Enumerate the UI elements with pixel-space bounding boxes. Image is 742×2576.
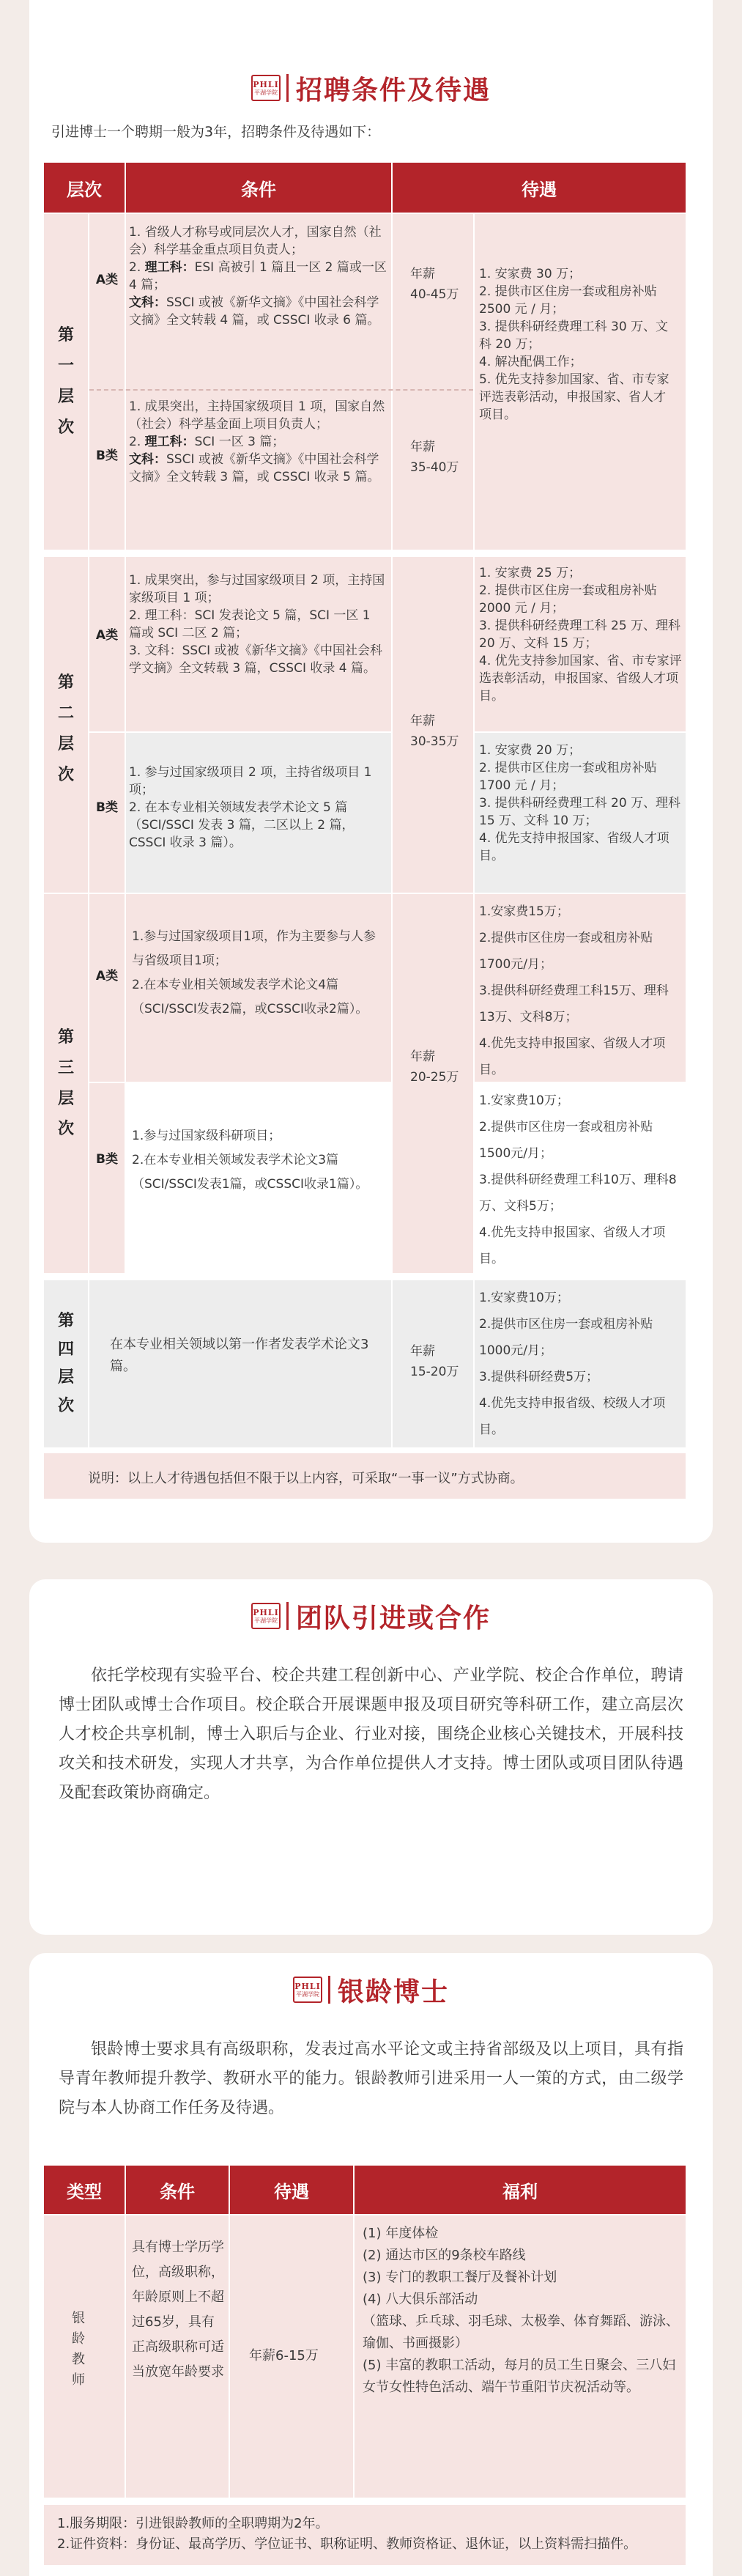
foot-note-2: 2.证件资料：身份证、最高学历、学位证书、职称证明、教师资格证、退休证，以上资料需扫描件。 [57,2536,637,2552]
level3-salary: 年薪 20-25万 [410,1049,459,1085]
level4-salary: 年薪 15-20万 [410,1344,459,1379]
senior-description: 银龄博士要求具有高级职称，发表过高水平论文或主持省部级及以上项目，具有指导青年教师提升教学、教研水平的能力。银龄教师引进采用一人一策的方式，由二级学院与本人协商工作任务及待遇。 [59,2040,683,2117]
senior-notes [44,2505,686,2565]
section-heading [29,1594,713,1638]
title-divider [286,74,289,102]
school-logo: PHLI 平湖学院 [251,75,281,101]
level1-a-condition: 1. 省级人才称号或同层次人才，国家自然（社会）科学基金重点项目负责人； 2. 理工科：ESI 高被引 1 篇且一区 2 篇或一区 4 篇； 文科：SSCI 或被《新华文摘》《中国社会科学文摘》全文转载 4 篇，或 CSSCI 收录 6 篇。 [129,225,387,328]
level3-a-treatment: 1.安家费15万； 2.提供市区住房一套或租房补贴1700元/月； 3.提供科研经费理工科15万、理科13万、文科8万； 4.优先支持申报国家、省级人才项目。 [479,904,669,1077]
header-treatment: 待遇 [393,163,686,213]
level1-b-condition: 1. 成果突出，主持国家级项目 1 项，国家自然（社会）科学基金面上项目负责人； 2. 理工科：SCI 一区 3 篇； 文科：SSCI 或被《新华文摘》《中国社会科学文摘》全文转载 3 篇，或 CSSCI 收录 5 篇。 [129,399,385,484]
title-divider [286,1602,289,1630]
level2-b-treatment: 1. 安家费 20 万； 2. 提供市区住房一套或租房补贴 1700 元 / 月； 3. 提供科研经费理工科 20 万、理科 15 万、文科 10 万； 4. 优先支持申报国家、省级人才项目。 [479,743,681,863]
level1-a-salary: 年薪 40-45万 [410,267,459,302]
level1-class-b: B类 [96,449,118,463]
level1-label: 第 一 层 次 [57,326,74,437]
school-logo: PHLI 平湖学院 [293,1977,322,2003]
level1-b-salary: 年薪 35-40万 [410,440,459,475]
level4-condition: 在本专业相关领域以第一作者发表学术论文3篇。 [110,1337,369,1374]
header-treatment: 待遇 [230,2166,353,2214]
senior-treatment: 年薪6-15万 [249,2348,319,2363]
level2-a-condition: 1. 成果突出，参与过国家级项目 2 项，主持国家级项目 1 项； 2. 理工科：SCI 发表论文 5 篇，SCI 一区 1 篇或 SCI 二区 2 篇； 3. 文科：SSCI 或被《新华文摘》《中国社会科学文摘》全文转载 3 篇，CSSCI 收录 4 篇。 [129,573,385,676]
level2-salary: 年薪 30-35万 [410,714,459,749]
level3-a-condition: 1.参与过国家级项目1项，作为主要参与人参与省级项目1项； 2.在本专业相关领域发表学术论文4篇（SCI/SSCI发表2篇，或CSSCI收录2篇）。 [132,929,376,1016]
level4-treatment: 1.安家费10万； 2.提供市区住房一套或租房补贴1000元/月； 3.提供科研经费5万； 4.优先支持申报省级、校级人才项目。 [479,1291,666,1437]
senior-type: 银龄教师 [72,2311,85,2388]
level2-a-treatment: 1. 安家费 25 万； 2. 提供市区住房一套或租房补贴 2000 元 / 月； 3. 提供科研经费理工科 25 万、理科 20 万、文科 15 万； 4. 优先支持参加国家、省、市专家评选表彰活动，申报国家、省级人才项目。 [479,566,682,704]
level2-b-condition: 1. 参与过国家级项目 2 项，主持省级项目 1 项； 2. 在本专业相关领域发表学术论文 5 篇（SCI/SSCI 发表 3 篇，二区以上 2 篇，CSSCI 收录 3 篇）。 [129,765,372,850]
team-card [29,1579,713,1935]
level2-label: 第 二 层 次 [57,673,74,784]
level3-class-b: B类 [96,1152,118,1167]
table-note: 说明：以上人才待遇包括但不限于以上内容，可采取“一事一议”方式协商。 [44,1453,686,1499]
level3-label: 第 三 层 次 [57,1027,74,1139]
section-heading [29,1968,713,2012]
section-heading [29,66,713,110]
school-logo: PHLI 平湖学院 [251,1603,281,1629]
level1-treatment: 1. 安家费 30 万； 2. 提供市区住房一套或租房补贴 2500 元 / 月； 3. 提供科研经费理工科 30 万、文科 20 万； 4. 解决配偶工作； 5. 优先支持参加国家、省、市专家评选表彰活动，申报国家、省人才项目。 [479,267,669,422]
intro-text: 引进博士一个聘期一般为3年，招聘条件及待遇如下： [51,124,381,140]
level3-b-condition: 1.参与过国家级科研项目； 2.在本专业相关领域发表学术论文3篇（SCI/SSCI发表1篇，或CSSCI收录1篇）。 [132,1129,368,1192]
section-title: 银龄博士 [337,1976,449,2007]
level1-class-a: A类 [95,273,119,287]
senior-welfare: (1) 年度体检 (2) 通达市区的9条校车路线 (3) 专门的教职工餐厅及餐补计划 (4) 八大俱乐部活动 （篮球、乒乓球、羽毛球、太极拳、体育舞蹈、游泳、瑜伽、书画摄影） (5) 丰富的教职工活动，每月的员工生日聚会、三八妇女节女性特色活动、端午节重阳节庆祝活动等。 [363,2226,679,2395]
senior-condition: 具有博士学历学位，高级职称，年龄原则上不超过65岁，具有正高级职称可适当放宽年龄要求 [132,2240,224,2380]
header-type: 类型 [44,2166,125,2214]
section-title: 招聘条件及待遇 [295,74,491,106]
level2-class-b: B类 [96,800,118,815]
level2-class-a: A类 [95,628,119,643]
level4-label: 第 四 层 次 [57,1312,74,1415]
level3-class-a: A类 [95,969,119,983]
header-condition: 条件 [126,163,391,213]
foot-note-1: 1.服务期限：引进银龄教师的全职聘期为2年。 [57,2516,329,2531]
header-welfare: 福利 [355,2166,686,2214]
team-description: 依托学校现有实验平台、校企共建工程创新中心、产业学院、校企合作单位，聘请博士团队或博士合作项目。校企联合开展课题申报及项目研究等科研工作，建立高层次人才校企共享机制，博士入职后与企业、行业对接，围绕企业核心关键技术，开展科技攻关和技术研发，实现人才共享，为合作单位提供人才支持。博士团队或项目团队待遇及配套政策协商确定。 [59,1667,683,1802]
header-level: 层次 [44,163,125,213]
header-condition: 条件 [126,2166,229,2214]
section-title: 团队引进或合作 [295,1602,491,1634]
title-divider [328,1976,330,2004]
level3-b-treatment: 1.安家费10万； 2.提供市区住房一套或租房补贴1500元/月； 3.提供科研经费理工科10万、理科8万、文科5万； 4.优先支持申报国家、省级人才项目。 [479,1093,677,1266]
